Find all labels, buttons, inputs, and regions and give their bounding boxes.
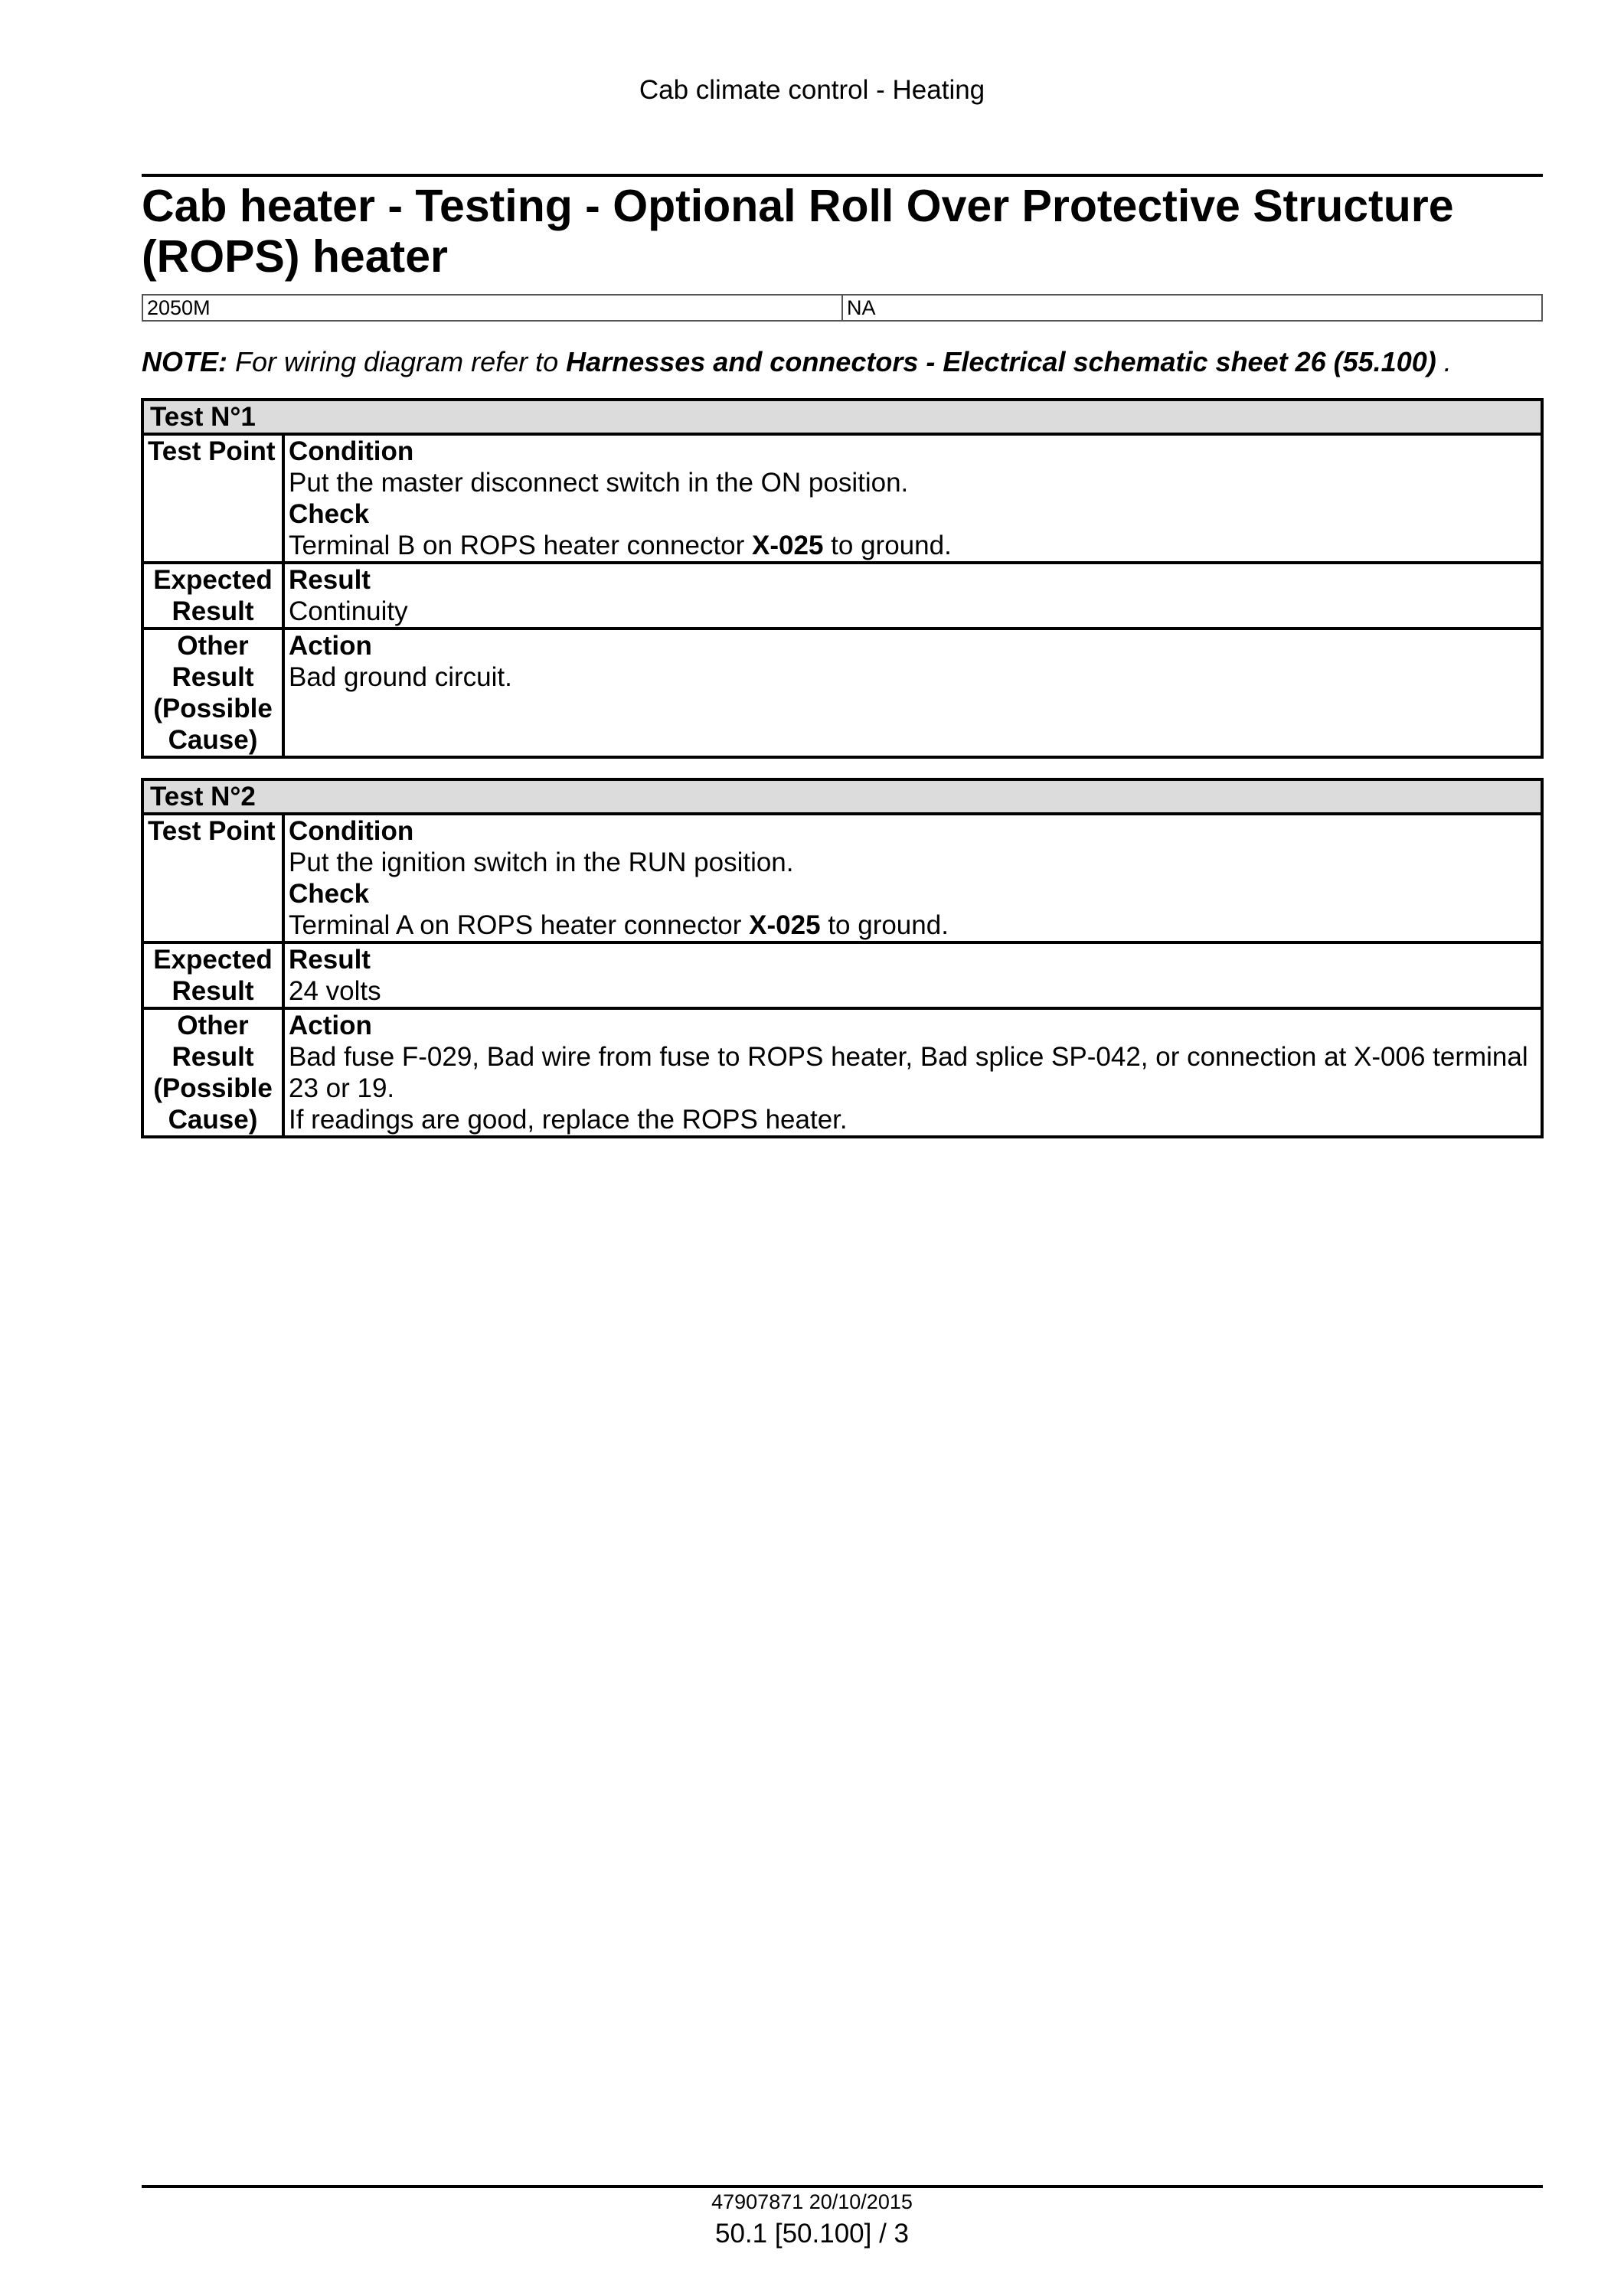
other-result-cell — [283, 1008, 1542, 1137]
footer-divider — [142, 2185, 1543, 2188]
connector-id: X-025 — [749, 910, 821, 940]
top-divider — [142, 174, 1543, 177]
action-text: Bad ground circuit. — [289, 662, 512, 692]
footer-page-number: 50.1 [50.100] / 3 — [715, 2219, 909, 2249]
other-result-label: Other Result (Possible Cause) — [142, 1008, 283, 1137]
test-table-2 — [141, 778, 1544, 1138]
action-label: Action — [289, 1011, 372, 1040]
test-table-1 — [141, 398, 1544, 759]
condition-label: Condition — [289, 436, 414, 466]
check-text: Terminal B on ROPS heater connector X-025 to ground. — [289, 531, 952, 560]
action-label: Action — [289, 631, 372, 661]
check-label: Check — [289, 499, 370, 529]
expected-result-cell — [283, 942, 1542, 1008]
expected-result-cell — [283, 563, 1542, 629]
result-text: Continuity — [289, 596, 408, 626]
model-applicability-table — [142, 294, 1543, 322]
test-point-label: Test Point — [142, 434, 283, 563]
result-label: Result — [289, 945, 371, 975]
result-label: Result — [289, 565, 371, 595]
check-label: Check — [289, 879, 370, 909]
condition-label: Condition — [289, 816, 414, 846]
test-title: Test N°1 — [142, 400, 1542, 434]
note-end: . — [1443, 346, 1452, 377]
note-text: For wiring diagram refer to — [235, 346, 559, 377]
expected-result-label: Expected Result — [142, 942, 283, 1008]
condition-text: Put the master disconnect switch in the ON position. — [289, 468, 909, 498]
note-reference-link[interactable]: Harnesses and connectors - Electrical schematic sheet 26 (55.100) — [566, 346, 1436, 377]
check-text: Terminal A on ROPS heater connector X-025 to ground. — [289, 910, 949, 940]
test-title: Test N°2 — [142, 779, 1542, 814]
connector-id: X-025 — [752, 531, 824, 560]
other-result-cell — [283, 629, 1542, 757]
model-cell: 2050M — [142, 295, 842, 321]
test-point-cell — [283, 814, 1542, 942]
result-text: 24 volts — [289, 976, 381, 1006]
condition-text: Put the ignition switch in the RUN position. — [289, 848, 794, 877]
region-cell: NA — [842, 295, 1542, 321]
action-text: Bad fuse F-029, Bad wire from fuse to ROPS heater, Bad splice SP-042, or connection at X-006 terminal 23 or 19. — [289, 1042, 1528, 1103]
note-label: NOTE: — [142, 346, 227, 377]
test-point-cell — [283, 434, 1542, 563]
page-title: Cab heater - Testing - Optional Roll Over Protective Structure (ROPS) heater — [142, 181, 1454, 282]
footer-doc-id: 47907871 20/10/2015 — [711, 2190, 913, 2213]
action-text: If readings are good, replace the ROPS heater. — [289, 1105, 848, 1135]
test-point-label: Test Point — [142, 814, 283, 942]
other-result-label: Other Result (Possible Cause) — [142, 629, 283, 757]
wiring-note — [142, 346, 1543, 378]
page-header-section: Cab climate control - Heating — [639, 75, 985, 105]
expected-result-label: Expected Result — [142, 563, 283, 629]
